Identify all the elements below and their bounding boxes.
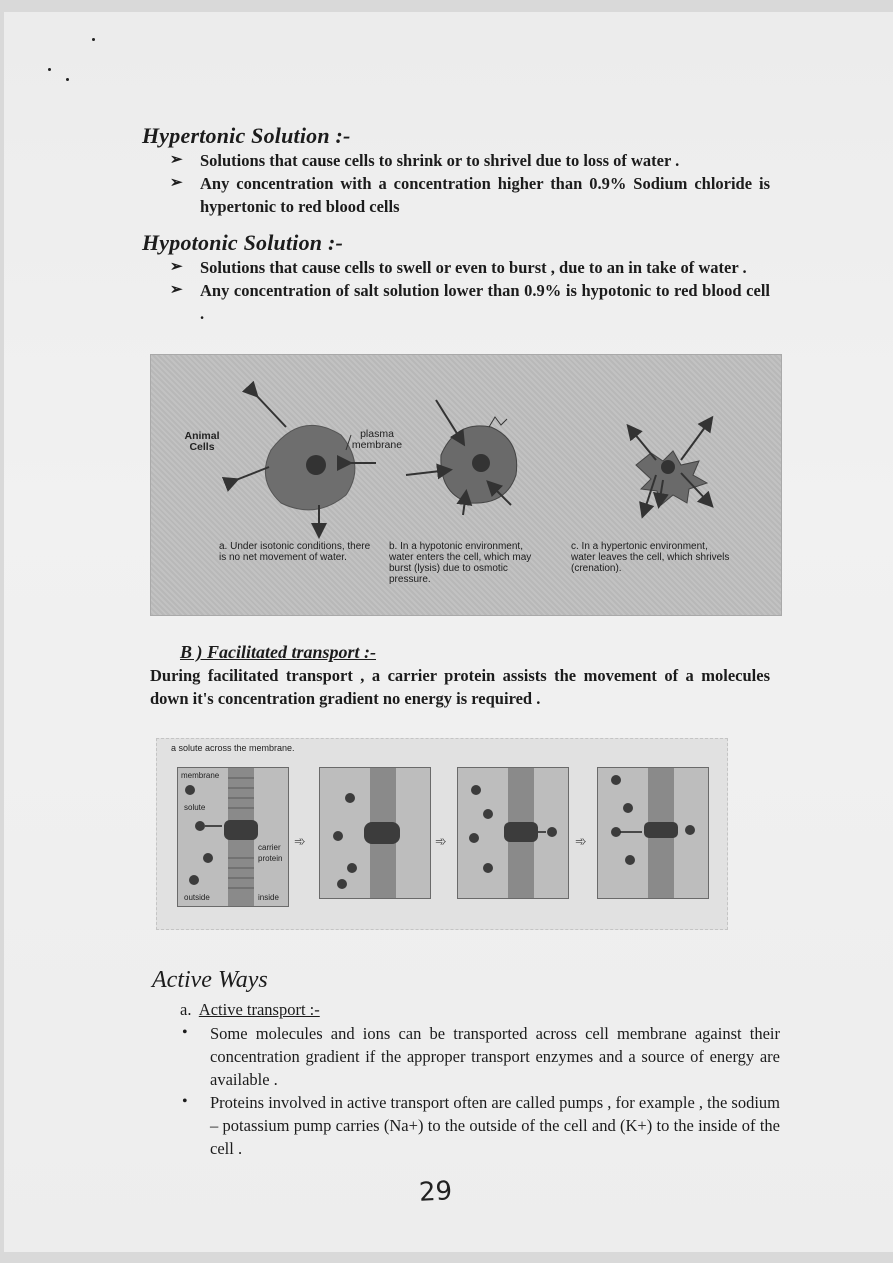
document-page [4,12,893,1252]
arrow-bullet-icon: ➢ [170,175,183,191]
animal-cells-figure [150,354,782,616]
hypertonic-cell [629,419,711,515]
carrier-panel-4 [597,767,709,899]
active-transport-subheading: a. Active transport :- [180,1000,320,1019]
hypotonic-cell [406,400,517,515]
list-item: ➢ Solutions that cause cells to swell or even to burst , due to an in take of water . [170,258,747,277]
outside-label: outside [184,893,210,902]
list-item: ➢ Any concentration with a concentration higher than 0.9% Sodium chloride is hypertonic to red blood cells [170,174,770,216]
scan-speck [92,38,95,41]
bullet-dot-icon: • [182,1093,188,1110]
arrow-bullet-icon: ➢ [170,259,183,275]
hypertonic-heading: Hypertonic Solution :- [142,123,351,148]
active-transport-list [180,1022,780,1160]
caption-hypotonic: b. In a hypotonic environment, water enters the cell, which may burst (lysis) due to osmotic pressure. [389,541,532,585]
facilitated-text: During facilitated transport , a carrier protein assists the movement of a molecules down it's concentration gradient no energy is required . [150,666,770,708]
step-arrow-icon: ➾ [575,835,587,850]
list-item: ➢ Any concentration of salt solution lower than 0.9% is hypotonic to red blood cell . [170,281,770,323]
carrier-panel-1 [177,767,289,907]
bullet-dot-icon: • [182,1024,188,1041]
active-ways-heading: Active Ways [152,967,268,993]
scan-speck [66,78,69,81]
caption-isotonic: a. Under isotonic conditions, there is no net movement of water. [219,541,371,563]
step-arrow-icon: ➾ [435,835,447,850]
list-item: • Proteins involved in active transport often are called pumps , for example , the sodium – potassium pump carries (Na+) to the outside of the cell and (K+) to the inside of the cell . [180,1091,780,1160]
membrane-label: membrane [181,771,220,780]
scan-speck [48,68,51,71]
solute-label: solute [184,803,206,812]
inside-label: inside [258,893,279,902]
figure-top-caption: a solute across the membrane. [171,743,295,753]
animal-cells-label: Animal Cells [184,430,220,453]
arrow-bullet-icon: ➢ [170,282,183,298]
list-item: ➢ Solutions that cause cells to shrink or to shrivel due to loss of water . [170,151,680,170]
step-arrow-icon: ➾ [294,835,306,850]
carrier-panel-3 [457,767,569,899]
hypotonic-heading: Hypotonic Solution :- [142,230,343,255]
arrow-bullet-icon: ➢ [170,152,183,168]
plasma-membrane-label: plasma membrane [351,428,403,451]
carrier-protein-figure [156,738,728,930]
page-number: 29 [418,1176,453,1208]
caption-hypertonic: c. In a hypertonic environment, water leaves the cell, which shrivels (crenation). [571,541,730,574]
hypertonic-list [170,149,770,218]
carrier-panel-2 [319,767,431,899]
carrier-protein-label: carrier protein [258,843,283,863]
list-item: • Some molecules and ions can be transported across cell membrane against their concentration gradient if the approper transport enzymes and a source of energy are available . [180,1022,780,1091]
facilitated-heading: B ) Facilitated transport :- [180,642,377,662]
hypotonic-list [170,256,770,325]
isotonic-cell [236,395,376,535]
